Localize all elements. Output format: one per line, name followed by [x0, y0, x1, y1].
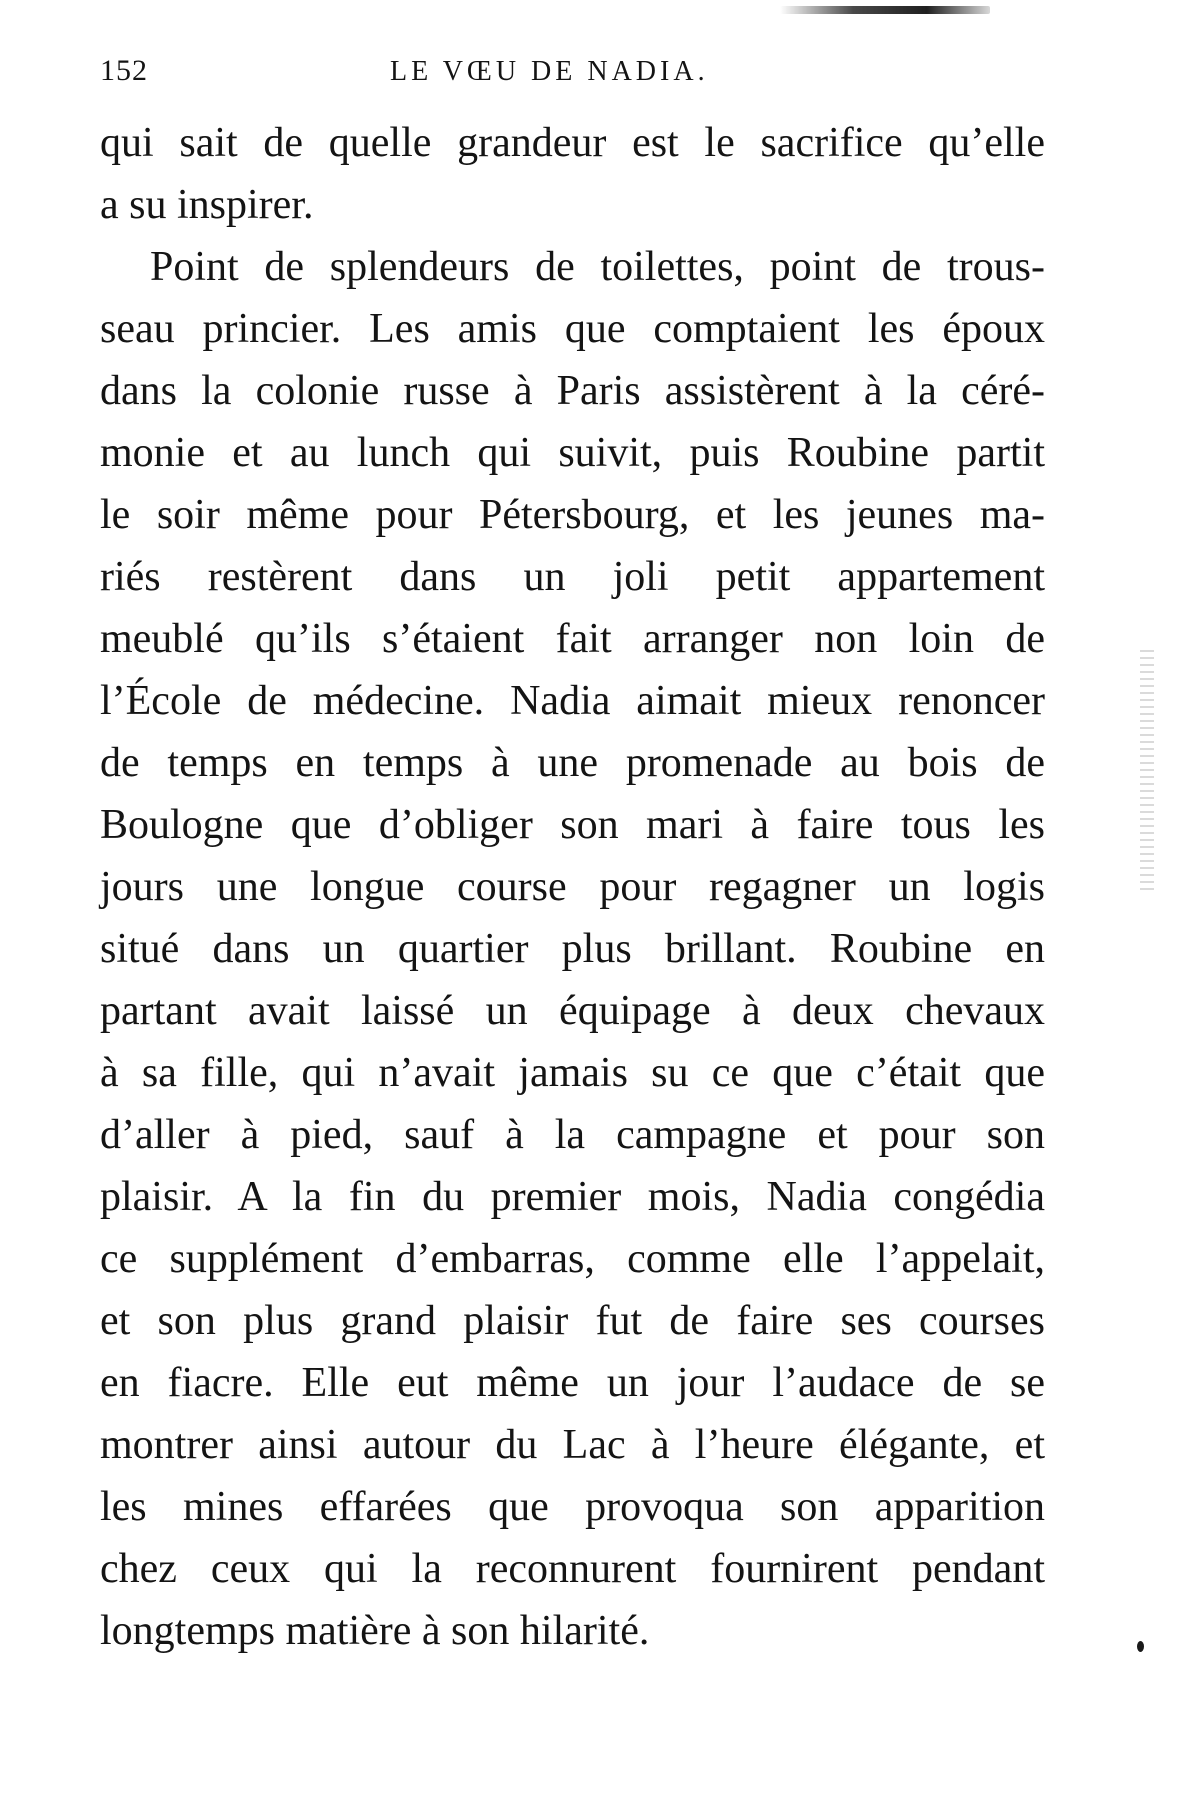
text-line: seau princier. Les amis que comptaient les époux [100, 306, 1045, 352]
running-title: LE VŒU DE NADIA. [390, 56, 709, 87]
text-line: l’École de médecine. Nadia aimait mieux renoncer [100, 678, 1045, 724]
margin-noise [1140, 650, 1154, 890]
margin-dot [1137, 1641, 1144, 1652]
scan-artifact [780, 6, 990, 14]
text-line: longtemps matière à son hilarité. [100, 1608, 650, 1654]
text-line: plaisir. A la fin du premier mois, Nadia congédia [100, 1174, 1045, 1220]
text-line: les mines effarées que provoqua son apparition [100, 1484, 1045, 1530]
text-line: et son plus grand plaisir fut de faire ses courses [100, 1298, 1045, 1344]
text-line: de temps en temps à une promenade au bois de [100, 740, 1045, 786]
text-line: d’aller à pied, sauf à la campagne et pour son [100, 1112, 1045, 1158]
text-line: montrer ainsi autour du Lac à l’heure élégante, et [100, 1422, 1045, 1468]
text-line: en fiacre. Elle eut même un jour l’audace de se [100, 1360, 1045, 1406]
text-line: meublé qu’ils s’étaient fait arranger non loin de [100, 616, 1045, 662]
text-line: chez ceux qui la reconnurent fournirent pendant [100, 1546, 1045, 1592]
text-line: situé dans un quartier plus brillant. Roubine en [100, 926, 1045, 972]
text-line: ce supplément d’embarras, comme elle l’appelait, [100, 1236, 1045, 1282]
text-line: Boulogne que d’obliger son mari à faire tous les [100, 802, 1045, 848]
page-number: 152 [100, 54, 148, 87]
text-line: qui sait de quelle grandeur est le sacrifice qu’elle [100, 120, 1045, 166]
text-line: monie et au lunch qui suivit, puis Roubine partit [100, 430, 1045, 476]
text-line: à sa fille, qui n’avait jamais su ce que c’était que [100, 1050, 1045, 1096]
text-line: Point de splendeurs de toilettes, point de trous- [150, 244, 1045, 290]
page-header [100, 54, 1040, 94]
body-text [100, 112, 1045, 1662]
text-line: partant avait laissé un équipage à deux chevaux [100, 988, 1045, 1034]
text-line: riés restèrent dans un joli petit appartement [100, 554, 1045, 600]
text-line: dans la colonie russe à Paris assistèrent à la céré- [100, 368, 1045, 414]
text-line: le soir même pour Pétersbourg, et les jeunes ma- [100, 492, 1045, 538]
text-line: jours une longue course pour regagner un logis [100, 864, 1045, 910]
text-line: a su inspirer. [100, 182, 314, 228]
